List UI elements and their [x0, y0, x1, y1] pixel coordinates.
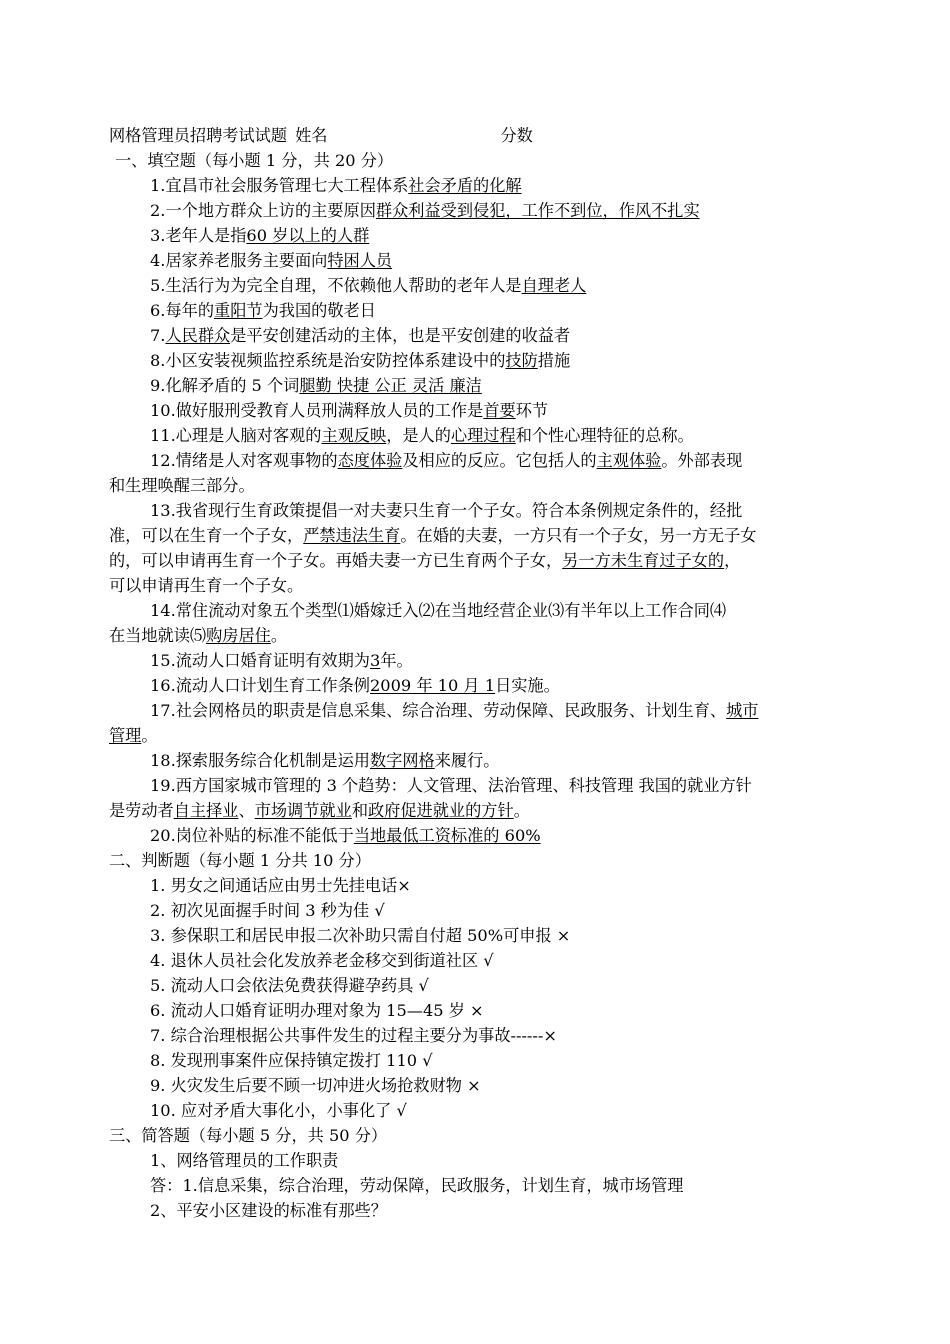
score-label: 分数: [500, 126, 533, 145]
fill-question-12-line-2: 和生理唤醒三部分。: [109, 476, 255, 495]
answer: 当地最低工资标准的 60%: [353, 826, 541, 845]
answer: 60 岁以上的人群: [246, 226, 370, 245]
short-question-1: 1、网络管理员的工作职责: [150, 1151, 339, 1170]
judge-item: 4. 退休人员社会化发放养老金移交到街道社区 √: [150, 951, 494, 970]
fill-question-13-line-3: 的，可以申请再生育一个子女。再婚夫妻一方已生育两个子女，另一方未生育过子女的，: [109, 551, 741, 570]
answer: 社会矛盾的化解: [408, 176, 522, 195]
answer: 自理老人: [521, 276, 587, 295]
fill-question-6: 6.每年的重阳节为我国的敬老日: [150, 301, 376, 320]
fill-question-2: 2.一个地方群众上访的主要原因群众利益受到侵犯，工作不到位，作风不扎实: [150, 201, 700, 220]
judge-item: 7. 综合治理根据公共事件发生的过程主要分为事故------×: [150, 1026, 557, 1045]
fill-question-11: 11.心理是人脑对客观的主观反映，是人的心理过程和个性心理特征的总称。: [150, 426, 694, 445]
fill-question-18: 18.探索服务综合化机制是运用数字网格来履行。: [150, 751, 500, 770]
answer: 首要: [483, 401, 516, 420]
fill-question-4: 4.居家养老服务主要面向特困人员: [150, 251, 393, 270]
fill-question-12-line-1: 12.情绪是人对客观事物的态度体验及相应的反应。它包括人的主观体验。外部表现: [150, 451, 743, 470]
answer: 腿勤 快捷 公正 灵活 廉洁: [299, 376, 482, 395]
fill-question-1: 1.宜昌市社会服务管理七大工程体系社会矛盾的化解: [150, 176, 522, 195]
answer: 另一方未生育过子女的: [562, 551, 725, 570]
answer: 城市: [726, 701, 759, 720]
answer: 主观反映: [321, 426, 387, 445]
answer: 市场调节就业: [254, 801, 352, 820]
fill-question-13-line-4: 可以申请再生育一个子女。: [109, 576, 304, 595]
fill-question-9: 9.化解矛盾的 5 个词腿勤 快捷 公正 灵活 廉洁: [150, 376, 482, 395]
answer: 人民群众: [165, 326, 231, 345]
answer: 严禁违法生育: [303, 526, 401, 545]
answer: 主观体验: [596, 451, 662, 470]
answer: 自主择业: [173, 801, 239, 820]
judge-item: 1. 男女之间通话应由男士先挂电话×: [150, 876, 411, 895]
judge-item: 6. 流动人口婚育证明办理对象为 15—45 岁 ×: [150, 1001, 484, 1020]
answer: 2009 年 10 月 1: [370, 676, 496, 695]
fill-question-17-line-2: 管理。: [109, 726, 158, 745]
judge-item: 9. 火灾发生后要不顾一切冲进火场抢救财物 ×: [150, 1076, 481, 1095]
fill-question-16: 16.流动人口计划生育工作条例2009 年 10 月 1日实施。: [150, 676, 560, 695]
answer: 群众利益受到侵犯，工作不到位，作风不扎实: [375, 201, 700, 220]
section-heading-short-answer: 三、简答题（每小题 5 分，共 50 分）: [109, 1126, 388, 1145]
answer: 3: [370, 651, 381, 670]
judge-item: 10. 应对矛盾大事化小，小事化了 √: [150, 1101, 407, 1120]
answer: 管理: [109, 726, 142, 745]
judge-item: 3. 参保职工和居民申报二次补助只需自付超 50%可申报 ×: [150, 926, 571, 945]
fill-question-15: 15.流动人口婚育证明有效期为3年。: [150, 651, 413, 670]
judge-item: 5. 流动人口会依法免费获得避孕药具 √: [150, 976, 429, 995]
fill-question-14-line-1: 14.常住流动对象五个类型⑴婚嫁迁入⑵在当地经营企业⑶有半年以上工作合同⑷: [150, 601, 727, 620]
fill-question-3: 3.老年人是指60 岁以上的人群: [150, 226, 370, 245]
answer: 技防: [505, 351, 538, 370]
short-answer-1: 答：1.信息采集，综合治理，劳动保障，民政服务，计划生育，城市场管理: [150, 1176, 684, 1195]
fill-question-14-line-2: 在当地就读⑸购房居住。: [109, 626, 288, 645]
answer: 特困人员: [327, 251, 393, 270]
answer: 政府促进就业的方针: [368, 801, 514, 820]
fill-question-10: 10.做好服刑受教育人员刑满释放人员的工作是首要环节: [150, 401, 549, 420]
fill-question-20: 20.岗位补贴的标准不能低于当地最低工资标准的 60%: [150, 826, 541, 845]
judge-item: 8. 发现刑事案件应保持镇定拨打 110 √: [150, 1051, 433, 1070]
answer: 重阳节: [214, 301, 263, 320]
fill-question-13-line-1: 13.我省现行生育政策提倡一对夫妻只生育一个子女。符合本条例规定条件的，经批: [150, 501, 743, 520]
answer: 数字网格: [370, 751, 435, 770]
answer: 态度体验: [337, 451, 403, 470]
fill-question-19-line-2: 是劳动者自主择业、市场调节就业和政府促进就业的方针。: [109, 801, 530, 820]
fill-question-7: 7.人民群众是平安创建活动的主体，也是平安创建的收益者: [150, 326, 571, 345]
fill-question-5: 5.生活行为为完全自理，不依赖他人帮助的老年人是自理老人: [150, 276, 587, 295]
fill-question-19-line-1: 19.西方国家城市管理的 3 个趋势：人文管理、法治管理、科技管理 我国的就业方针: [150, 776, 752, 795]
name-label: 姓名: [295, 126, 328, 145]
short-question-2: 2、平安小区建设的标准有那些？: [150, 1201, 387, 1220]
section-heading-true-false: 二、判断题（每小题 1 分共 10 分）: [109, 851, 371, 870]
fill-question-17-line-1: 17.社会网格员的职责是信息采集、综合治理、劳动保障、民政服务、计划生育、城市: [150, 701, 759, 720]
exam-title: 网格管理员招聘考试试题: [109, 126, 288, 145]
answer: 购房居住: [206, 626, 271, 645]
fill-question-8: 8.小区安装视频监控系统是治安防控体系建设中的技防措施: [150, 351, 571, 370]
fill-question-13-line-2: 准，可以在生育一个子女，严禁违法生育。在婚的夫妻，一方只有一个子女，另一方无子女: [109, 526, 757, 545]
exam-header: [0, 124, 950, 148]
section-heading-fill-blank: 一、填空题（每小题 1 分，共 20 分）: [115, 151, 394, 170]
answer: 心理过程: [450, 426, 516, 445]
judge-item: 2. 初次见面握手时间 3 秒为佳 √: [150, 901, 385, 920]
